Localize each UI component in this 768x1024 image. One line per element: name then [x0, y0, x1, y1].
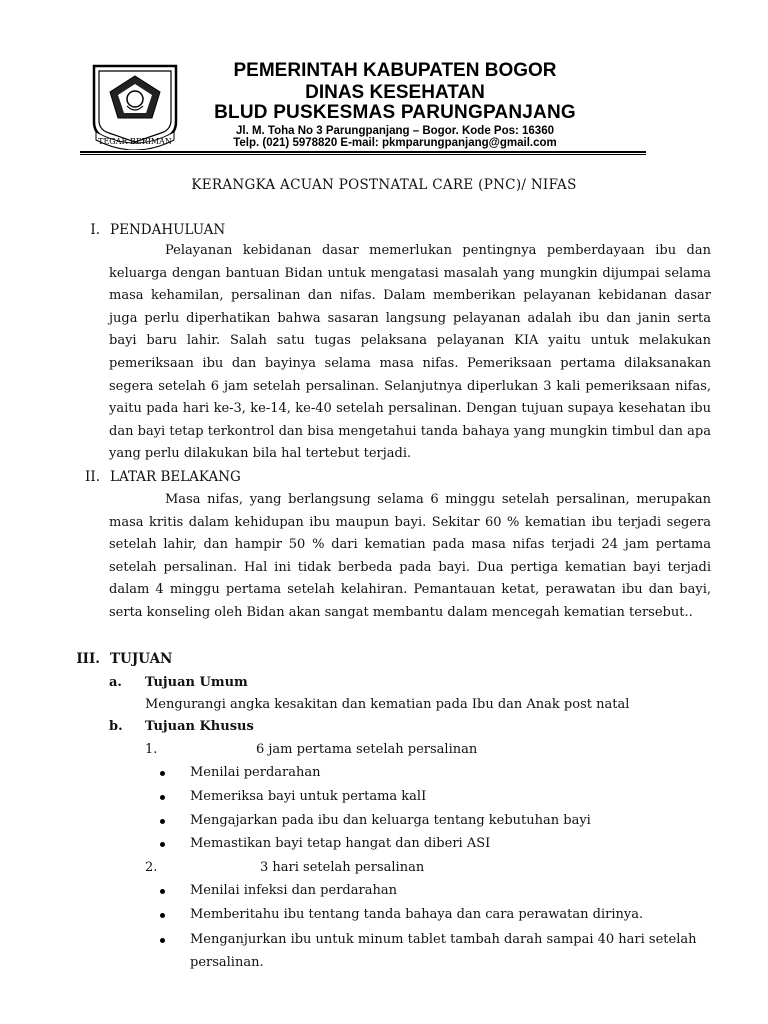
paragraph-pendahuluan: Pelayanan kebidanan dasar memerlukan pentingnya pemberdayaan ibu dan keluarga dengan bantuan Bidan untuk mengatasi masalah yang mungkin dijumpai selama masa kehamilan, persalinan dan nifas. Dalam memberikan pelayanan kebidanan dasar juga perlu diperhatikan bahwa sasaran langsung pelayanan adalah ibu dan janin serta bayi baru lahir. Salah satu tugas pelaksana pelayanan KIA yaitu untuk melakukan pemeriksaan ibu dan bayinya selama masa nifas. Pemeriksaan pertama dilaksanakan segera setelah 6 jam setelah persalinan. Selanjutnya diperlukan 3 kali pemeriksaan nifas, yaitu pada hari ke-3, ke-14, ke-40 setelah persalinan. Dengan tujuan supaya kesehatan ibu dan bayi tetap terkontrol dan bisa mengetahui tanda bahaya yang mungkin timbul dan apa yang perlu dilakukan bila hal tertebut terjadi.: [109, 243, 711, 462]
bullet-item: Menilai perdarahan: [190, 765, 321, 780]
bullet-item: Memberitahu ibu tentang tanda bahaya dan cara perawatan dirinya.: [190, 907, 644, 922]
header-contact: Telp. (021) 5978820 E-mail: pkmparungpanjang@gmail.com: [233, 137, 557, 149]
bullet-icon: [160, 819, 165, 824]
bullet-icon: [160, 913, 165, 918]
section-title: TUJUAN: [110, 651, 173, 667]
section-title: PENDAHULUAN: [110, 222, 226, 238]
list-item-number: 2.: [145, 860, 158, 875]
document-title: KERANGKA ACUAN POSTNATAL CARE (PNC)/ NIFAS: [191, 177, 577, 193]
subsection-heading-tujuan-khusus: Tujuan Khusus: [145, 719, 254, 734]
subsection-label-b: b.: [109, 719, 123, 734]
header-address: Jl. M. Toha No 3 Parungpanjang – Bogor. Kode Pos: 16360: [235, 125, 554, 137]
header-department: DINAS KESEHATAN: [305, 82, 485, 103]
header-divider-thick: [80, 151, 646, 153]
kabupaten-bogor-emblem-icon: [80, 62, 190, 150]
paragraph-latar-belakang: Masa nifas, yang berlangsung selama 6 minggu setelah persalinan, merupakan masa kritis dalam kehidupan ibu maupun bayi. Sekitar 60 % kematian ibu terjadi segera setelah lahir, dan hampir 50 % dari kematian pada masa nifas terjadi 24 jam pertama setelah persalinan. Hal ini tidak berbeda pada bayi. Dua pertiga kematian bayi terjadi dalam 4 minggu pertama setelah kelahiran. Pemantauan ketat, perawatan ibu dan bayi, serta konseling oleh Bidan akan sangat membantu dalam mencegah kematian tersebut..: [109, 492, 711, 620]
header-institution: BLUD PUSKESMAS PARUNGPANJANG: [214, 102, 576, 123]
bullet-icon: [160, 842, 165, 847]
bullet-item-continuation: persalinan.: [190, 955, 264, 970]
section-number: II.: [85, 469, 100, 485]
section-number: I.: [90, 222, 100, 238]
bullet-item: Memeriksa bayi untuk pertama kalI: [190, 789, 427, 804]
list-item-text: 6 jam pertama setelah persalinan: [256, 742, 478, 757]
list-item-text: 3 hari setelah persalinan: [260, 860, 425, 875]
bullet-icon: [160, 771, 165, 776]
list-item-number: 1.: [145, 742, 158, 757]
bullet-icon: [160, 889, 165, 894]
section-number: III.: [76, 651, 100, 667]
bullet-icon: [160, 795, 165, 800]
bullet-item: Menilai infeksi dan perdarahan: [190, 883, 397, 898]
section-title: LATAR BELAKANG: [110, 469, 241, 485]
header-divider-thin: [80, 154, 646, 155]
subsection-heading-tujuan-umum: Tujuan Umum: [145, 675, 248, 690]
bullet-item: Memastikan bayi tetap hangat dan diberi ASI: [190, 836, 491, 851]
header-government: PEMERINTAH KABUPATEN BOGOR: [233, 60, 557, 81]
tujuan-umum-text: Mengurangi angka kesakitan dan kematian pada Ibu dan Anak post natal: [145, 697, 630, 712]
svg-text:TEGAR BERIMAN: TEGAR BERIMAN: [98, 137, 172, 146]
subsection-label-a: a.: [109, 675, 122, 690]
bullet-item: Mengajarkan pada ibu dan keluarga tentang kebutuhan bayi: [190, 813, 591, 828]
bullet-item: Menganjurkan ibu untuk minum tablet tambah darah sampai 40 hari setelah: [190, 932, 697, 947]
bullet-icon: [160, 938, 165, 943]
